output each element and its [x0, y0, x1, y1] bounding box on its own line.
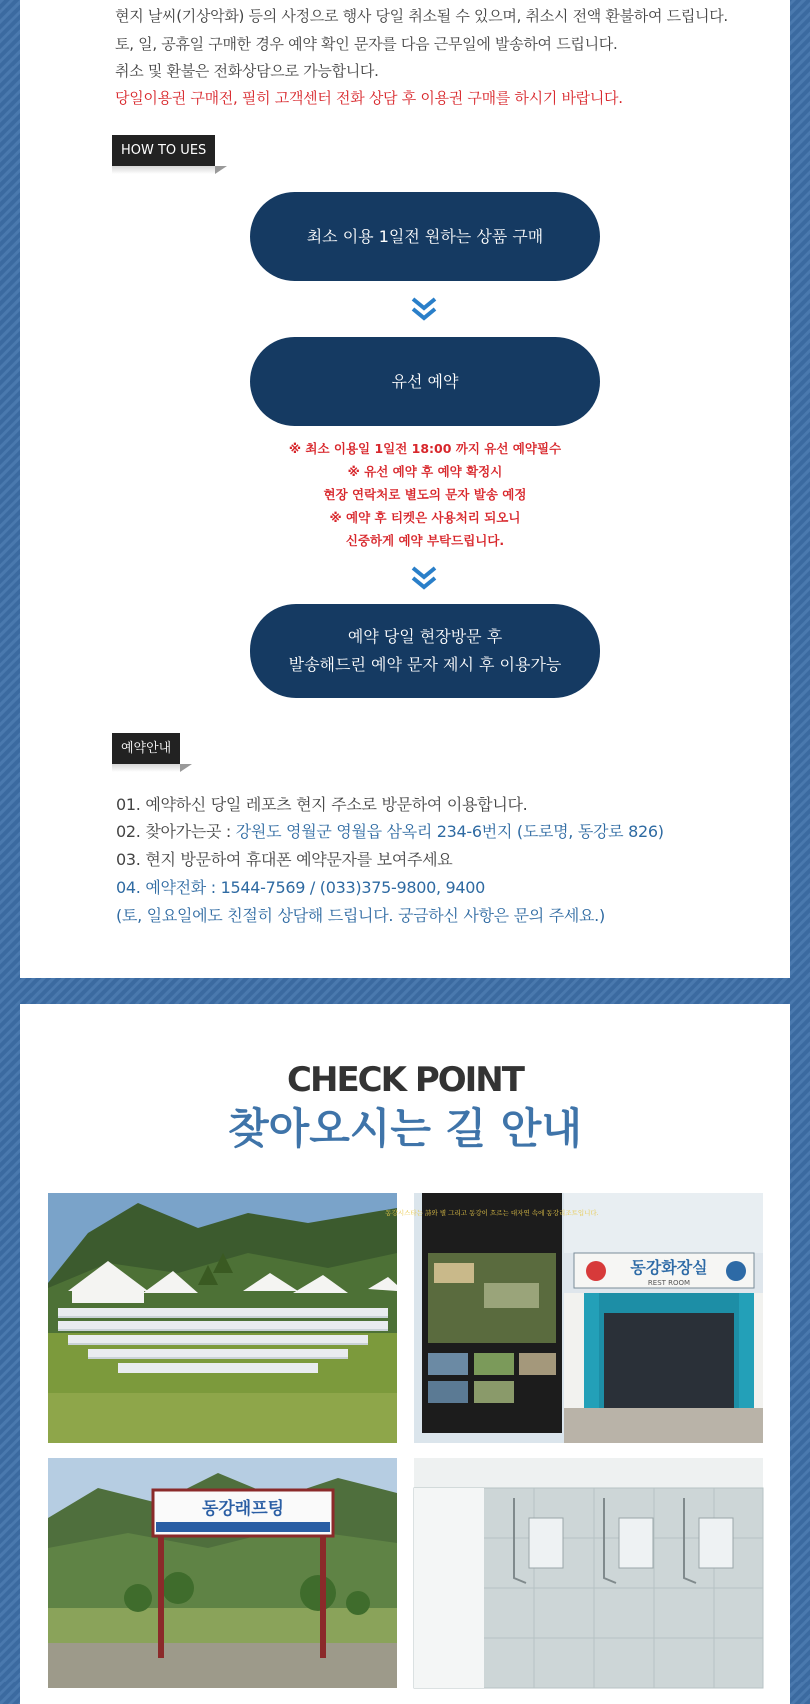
billboard-text: 동강시스타는 詩와 별 그리고 동강이 흐르는 대자연 속에 동강리조트입니다. [385, 1209, 599, 1217]
shower-room-photo [414, 1458, 763, 1688]
notice-line: 현지 날씨(기상악화) 등의 사정으로 행사 당일 취소될 수 있으며, 취소시 전액 환불하여 드립니다. [115, 7, 728, 25]
notice-warning: 당일이용권 구매전, 필히 고객센터 전화 상담 후 이용권 구매를 하시기 바랍니다. [115, 89, 623, 107]
notice-line: 취소 및 환불은 전화상담으로 가능합니다. [115, 62, 379, 80]
address: 강원도 영월군 영월읍 삼옥리 234-6번지 (도로명, 동강로 826) [235, 822, 664, 841]
info-item-2-label: 02. 찾아가는곳 : [116, 822, 236, 841]
reservation-phone: 예약전화 : 1544-7569 / (033)375-9800, 9400 [145, 878, 486, 897]
checkpoint-title: CHECK POINT [287, 1060, 523, 1100]
info-item-2 [116, 819, 664, 842]
notice-line: 토, 일, 공휴일 구매한 경우 예약 확인 문자를 다음 근무일에 발송하여 드립니다. [115, 35, 618, 53]
step-3-line2: 발송해드린 예약 문자 제시 후 이용가능 [288, 655, 562, 674]
checkpoint-panel [20, 1004, 790, 1704]
step-2-box [250, 337, 600, 426]
step-3-box [250, 604, 600, 698]
restroom-building-photo [385, 1193, 763, 1443]
info-item-4-label: 04. [116, 878, 146, 897]
event-field-photo [48, 1193, 397, 1443]
rafting-sign-text: 동강래프팅 [201, 1499, 285, 1519]
info-item-4 [116, 875, 485, 898]
step-2-label: 유선 예약 [391, 371, 459, 391]
step-1-box [250, 192, 600, 281]
note-line: ※ 예약 후 티켓은 사용처리 되오니 [329, 510, 521, 525]
info-panel [20, 0, 790, 978]
note-line: ※ 유선 예약 후 예약 확정시 [347, 464, 503, 479]
step-1-label: 최소 이용 1일전 원하는 상품 구매 [306, 226, 544, 246]
restroom-sign-text: 동강화장실 [630, 1258, 708, 1277]
chevron-down-icon [411, 566, 437, 590]
info-item-1: 01. 예약하신 당일 레포츠 현지 주소로 방문하여 이용합니다. [116, 795, 528, 814]
directions-subtitle: 찾아오시는 길 안내 [228, 1104, 582, 1153]
how-to-tag: HOW TO UES [112, 135, 215, 166]
chevron-down-icon [411, 297, 437, 321]
rafting-sign-photo [48, 1458, 397, 1688]
reservation-tag: 예약안내 [112, 733, 180, 764]
step-3-line1: 예약 당일 현장방문 후 [347, 627, 503, 646]
info-item-5: (토, 일요일에도 친절히 상담해 드립니다. 궁금하신 사항은 문의 주세요.) [116, 906, 605, 925]
note-line: 현장 연락처로 별도의 문자 발송 예정 [323, 487, 527, 502]
note-line: ※ 최소 이용일 1일전 18:00 까지 유선 예약필수 [288, 441, 562, 456]
info-item-3: 03. 현지 방문하여 휴대폰 예약문자를 보여주세요 [116, 850, 453, 869]
note-line: 신중하게 예약 부탁드립니다. [345, 533, 505, 548]
restroom-sign-en: REST ROOM [647, 1279, 691, 1287]
reservation-notes [220, 437, 630, 552]
